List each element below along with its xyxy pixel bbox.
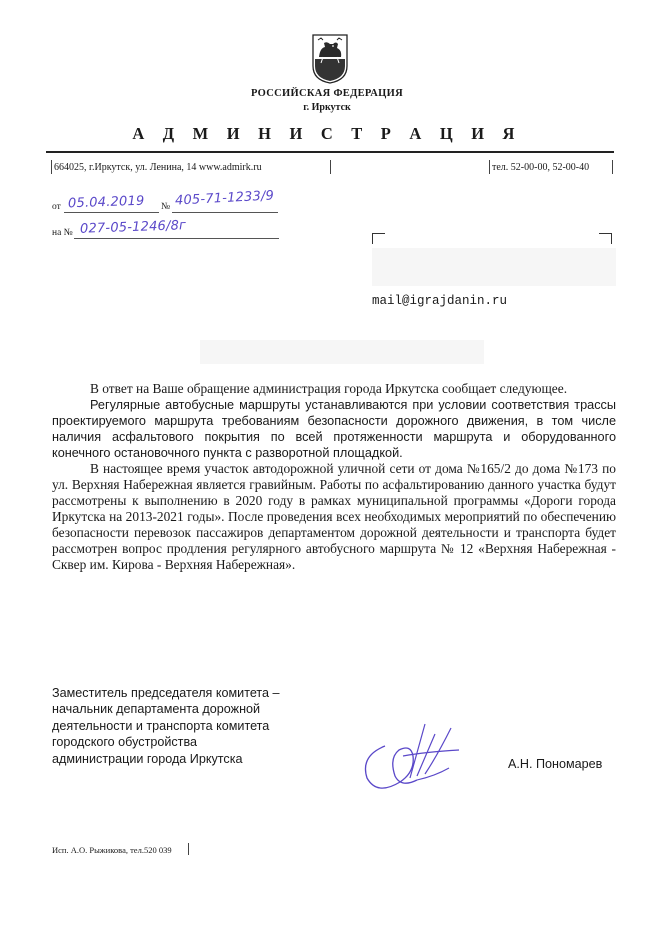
phone-line: тел. 52-00-00, 52-00-40 — [492, 162, 590, 173]
country-name: РОССИЙСКАЯ ФЕДЕРАЦИЯ — [251, 88, 403, 99]
executor-bracket — [188, 843, 189, 855]
handwritten-number: 405-71-1233/9 — [174, 188, 275, 209]
signer-name: А.Н. Пономарев — [508, 757, 603, 771]
reference-label: на № — [52, 228, 73, 238]
address-line: 664025, г.Иркутск, ул. Ленина, 14 www.admirk.ru — [54, 162, 262, 173]
letter-body — [52, 381, 616, 573]
handwritten-signature — [355, 716, 465, 796]
redacted-recipient-name — [372, 248, 616, 286]
handwritten-date: 05.04.2019 — [67, 193, 145, 212]
city-name: г. Иркутск — [303, 102, 351, 113]
body-paragraph: В ответ на Ваше обращение администрация города Иркутска сообщает следующее. — [90, 381, 568, 396]
executor-line: Исп. А.О. Рыжикова, тел.520 039 — [52, 845, 172, 855]
number-label: № — [161, 202, 171, 212]
handwritten-reference: 027-05-1246/8г — [79, 218, 187, 237]
date-underline — [64, 212, 159, 213]
redacted-salutation — [200, 340, 484, 364]
recipient-corner-right — [599, 233, 612, 244]
signer-position: Заместитель председателя комитета – начальник департамента дорожной деятельности и транспорта комитета городского обустройства администрации города Иркутска — [52, 686, 280, 766]
coat-of-arms-icon — [311, 32, 349, 84]
date-label: от — [52, 202, 61, 212]
phone-bracket-left — [489, 160, 490, 174]
recipient-corner-left — [372, 233, 385, 244]
organization-title: А Д М И Н И С Т Р А Ц И Я — [132, 124, 522, 143]
address-bracket-mid — [330, 160, 331, 174]
phone-bracket-right — [612, 160, 613, 174]
header-divider — [46, 151, 614, 153]
recipient-email: mail@igrajdanin.ru — [372, 294, 508, 308]
address-bracket-left — [51, 160, 52, 174]
number-underline — [172, 212, 278, 213]
body-paragraph: В настоящее время участок автодорожной уличной сети от дома №165/2 до дома №173 по ул. Верхняя Набережная является гравийным. Работы по асфальтированию данного участка будут рассмотрены к выполнению в 2020 году в рамках муниципальной программы «Дороги города Иркутска на 2013-2021 годы». После проведения всех необходимых мероприятий по обеспечению безопасности перевозок пассажиров департаментом дорожной деятельности и транспорта будет рассмотрен вопрос продления регулярного автобусного маршрута № 12 «Верхняя Набережная - Сквер им. Кирова - Верхняя Набережная». — [52, 461, 616, 572]
body-paragraph: Регулярные автобусные маршруты устанавливаются при условии соответствия трассы проектируемого маршрута требованиям безопасности дорожного движения, в том числе наличия асфальтового покрытия по всей протяженности маршрута и оборудованного конечного остановочного пункта с разворотной площадкой. — [52, 398, 616, 460]
reference-underline — [74, 238, 279, 239]
